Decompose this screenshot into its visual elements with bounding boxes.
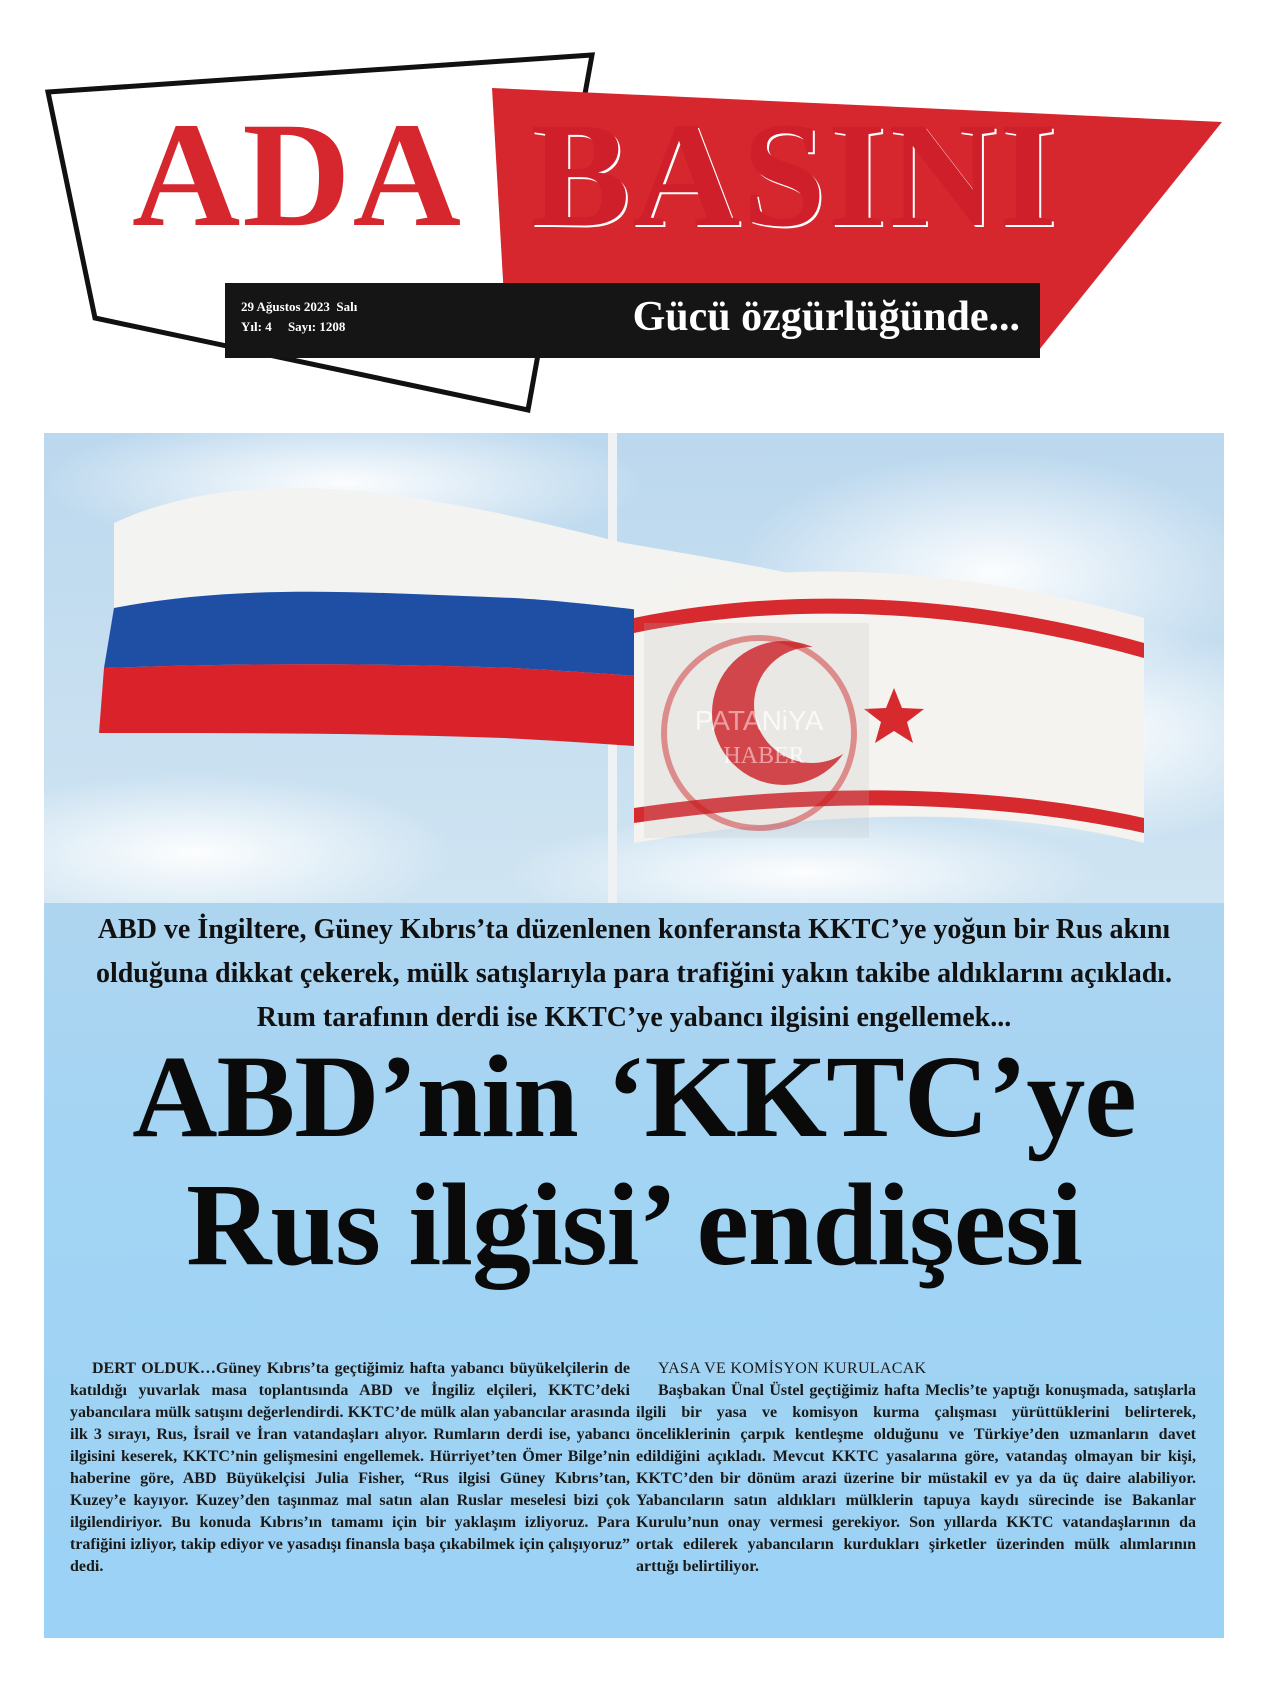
article-column-right bbox=[636, 1358, 1196, 1578]
article-right-text: Başbakan Ünal Üstel geçtiğimiz hafta Meclis’te yaptığı konuşmada, satışlarla ilgili bir yasa ve komisyon kurma çalışması yürüttüklerini belirterek, önceliklerinin çarpık kentleşme olduğunu ve Türkiye’den uzmanların davet edildiğini açıkladı. Mevcut KKTC yasalarına göre, vatandaş olmayan bir kişi, KKTC’den bir dönüm arazi üzerine bir müstakil ev ya da üç daire alabiliyor. Yabancıların satın aldıkları mülklerin tapuya kaydı sürecinde ise Bakanlar Kurulu’nun onay vermesi gerekiyor. Son yıllarda KKTC vatandaşlarının da ortak edilerek yabancıların kurdukları şirketler üzerinden mülk alımlarının arttığı belirtiliyor. bbox=[636, 1382, 1196, 1575]
issue-number: Yıl: 4 Sayı: 1208 bbox=[241, 319, 346, 334]
flags-photo bbox=[44, 433, 1224, 903]
article-right-kicker: YASA VE KOMİSYON KURULACAK bbox=[658, 1360, 927, 1377]
date-bar bbox=[225, 283, 1040, 358]
logo-basini-text: BASINI bbox=[530, 92, 1059, 258]
front-page-panel bbox=[44, 433, 1224, 1638]
slogan: Gücü özgürlüğünde... bbox=[632, 294, 1020, 340]
article-left-text: DERT OLDUK…Güney Kıbrıs’ta geçtiğimiz hafta yabancı büyükelçilerin de katıldığı yuvarlak masa toplantısında ABD ve İngiliz elçileri, KKTC’deki yabancılara mülk satışını değerlendirdi. KKTC’de mülk alan yabancılar arasında ilk 3 sırayı, Rus, İsrail ve İran vatandaşları alıyor. Rumların derdi ise, yabancı ilgisini keserek, KKTC’nin gelişmesini engellemek. Hürriyet’ten Ömer Bilge’nin haberine göre, ABD Büyükelçisi Julia Fisher, “Rus ilgisi Güney Kıbrıs’tan, Kuzey’e kayıyor. Kuzey’den taşınmaz mal satın alan Ruslar meselesi bizi çok ilgilendiriyor. Bu konuda Kıbrıs’ın tamamı için bir yaklaşım izliyoruz. Para trafiğini izliyor, takip ediyor ve yasadışı finansla başa çıkabilmek için çalışıyoruz” dedi. bbox=[70, 1360, 630, 1575]
watermark bbox=[644, 623, 869, 838]
watermark-top-text: PATANiYA bbox=[694, 705, 824, 736]
article-column-left bbox=[70, 1358, 630, 1578]
deck-subheadline: ABD ve İngiltere, Güney Kıbrıs’ta düzenlenen konferansta KKTC’ye yoğun bir Rus akını olduğuna dikkat çekerek, mülk satışlarıyla para trafiğini yakın takibe aldıklarını açıkladı. Rum tarafının derdi ise KKTC’ye yabancı ilgisini engellemek... bbox=[95, 914, 1173, 1033]
logo-ada-text: ADA bbox=[132, 92, 463, 258]
issue-date: 29 Ağustos 2023 Salı bbox=[241, 299, 358, 314]
masthead bbox=[0, 0, 1280, 420]
watermark-bottom-text: HABER bbox=[723, 743, 805, 769]
main-headline: ABD’nin ‘KKTC’ye Rus ilgisi’ endişesi bbox=[132, 1031, 1136, 1290]
